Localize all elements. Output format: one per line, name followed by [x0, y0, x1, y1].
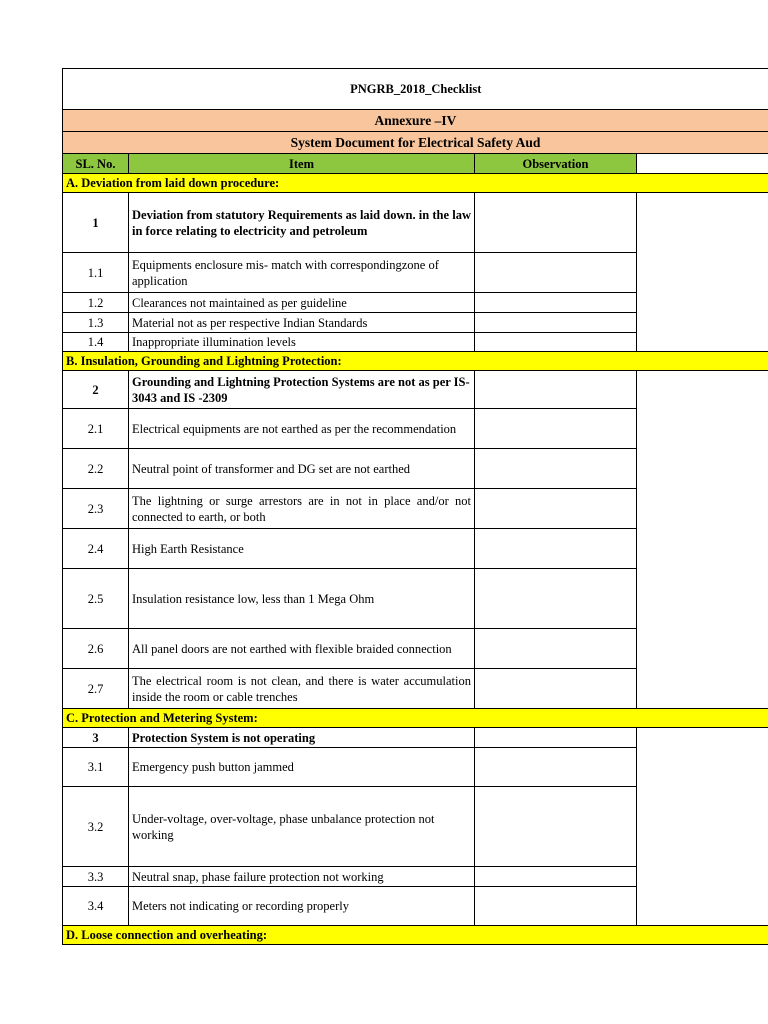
- subtitle-row: [63, 132, 768, 154]
- row-item: Material not as per respective Indian Standards: [129, 313, 475, 333]
- row-item: Neutral point of transformer and DG set are not earthed: [129, 449, 475, 489]
- observation-cell[interactable]: [475, 313, 637, 333]
- table-row: [63, 569, 768, 629]
- table-row: [63, 371, 768, 409]
- section-row-d: [63, 926, 768, 945]
- observation-cell[interactable]: [475, 449, 637, 489]
- row-item: Deviation from statutory Requirements as laid down. in the law in force relating to electricity and petroleum: [129, 193, 475, 253]
- observation-cell[interactable]: [475, 748, 637, 787]
- row-item: Clearances not maintained as per guideline: [129, 293, 475, 313]
- header-observation: Observation: [475, 154, 637, 174]
- observation-cell[interactable]: [475, 371, 637, 409]
- annexure-row: [63, 110, 768, 132]
- observation-cell[interactable]: [475, 529, 637, 569]
- row-sl: 3.4: [63, 887, 129, 926]
- observation-cell[interactable]: [475, 669, 637, 709]
- row-item: Protection System is not operating: [129, 728, 475, 748]
- document-subtitle: System Document for Electrical Safety Aud: [63, 132, 768, 154]
- row-item: Equipments enclosure mis- match with correspondingzone of application: [129, 253, 475, 293]
- row-item: Grounding and Lightning Protection Systems are not as per IS-3043 and IS -2309: [129, 371, 475, 409]
- header-sl-no: SL. No.: [63, 154, 129, 174]
- table-row: [63, 489, 768, 529]
- row-sl: 2.5: [63, 569, 129, 629]
- row-sl: 1.3: [63, 313, 129, 333]
- table-row: [63, 728, 768, 748]
- section-a-title: A. Deviation from laid down procedure:: [63, 174, 768, 193]
- section-c-title: C. Protection and Metering System:: [63, 709, 768, 728]
- table-row: [63, 887, 768, 926]
- section-b-title: B. Insulation, Grounding and Lightning Protection:: [63, 352, 768, 371]
- observation-cell[interactable]: [475, 333, 637, 352]
- title-row: [63, 69, 768, 110]
- row-sl: 3.2: [63, 787, 129, 867]
- row-sl: 2.7: [63, 669, 129, 709]
- observation-cell[interactable]: [475, 569, 637, 629]
- table-row: [63, 867, 768, 887]
- observation-cell[interactable]: [475, 489, 637, 529]
- row-item: All panel doors are not earthed with flexible braided connection: [129, 629, 475, 669]
- row-sl: 3.3: [63, 867, 129, 887]
- section-row-a: [63, 174, 768, 193]
- row-item: Meters not indicating or recording properly: [129, 887, 475, 926]
- row-sl: 2.2: [63, 449, 129, 489]
- row-item: High Earth Resistance: [129, 529, 475, 569]
- table-row: [63, 333, 768, 352]
- row-item: Under-voltage, over-voltage, phase unbalance protection not working: [129, 787, 475, 867]
- table-row: [63, 253, 768, 293]
- section-row-b: [63, 352, 768, 371]
- table-row: [63, 293, 768, 313]
- section-row-c: [63, 709, 768, 728]
- row-item: The electrical room is not clean, and there is water accumulation inside the room or cable trenches: [129, 669, 475, 709]
- row-item: Inappropriate illumination levels: [129, 333, 475, 352]
- row-sl: 2.1: [63, 409, 129, 449]
- table-row: [63, 748, 768, 787]
- table-row: [63, 529, 768, 569]
- row-sl: 2.4: [63, 529, 129, 569]
- annexure-label: Annexure –IV: [63, 110, 768, 132]
- observation-cell[interactable]: [475, 193, 637, 253]
- observation-cell[interactable]: [475, 867, 637, 887]
- table-row: [63, 669, 768, 709]
- observation-cell[interactable]: [475, 629, 637, 669]
- row-sl: 1.4: [63, 333, 129, 352]
- row-sl: 3.1: [63, 748, 129, 787]
- row-sl: 1: [63, 193, 129, 253]
- row-sl: 1.2: [63, 293, 129, 313]
- sheet-title: PNGRB_2018_Checklist: [63, 69, 768, 110]
- row-item: The lightning or surge arrestors are in not in place and/or not connected to earth, or both: [129, 489, 475, 529]
- header-row: [63, 154, 768, 174]
- table-row: [63, 193, 768, 253]
- row-item: Neutral snap, phase failure protection not working: [129, 867, 475, 887]
- observation-cell[interactable]: [475, 293, 637, 313]
- row-sl: 2.3: [63, 489, 129, 529]
- row-item: Electrical equipments are not earthed as per the recommendation: [129, 409, 475, 449]
- section-d-title: D. Loose connection and overheating:: [63, 926, 768, 945]
- row-sl: 3: [63, 728, 129, 748]
- row-sl: 2: [63, 371, 129, 409]
- observation-cell[interactable]: [475, 787, 637, 867]
- checklist-table: [62, 68, 768, 945]
- observation-cell[interactable]: [475, 887, 637, 926]
- table-row: [63, 313, 768, 333]
- observation-cell[interactable]: [475, 409, 637, 449]
- row-sl: 2.6: [63, 629, 129, 669]
- observation-cell[interactable]: [475, 253, 637, 293]
- observation-cell[interactable]: [475, 728, 637, 748]
- row-item: Emergency push button jammed: [129, 748, 475, 787]
- table-row: [63, 449, 768, 489]
- table-row: [63, 787, 768, 867]
- row-item: Insulation resistance low, less than 1 Mega Ohm: [129, 569, 475, 629]
- table-row: [63, 629, 768, 669]
- table-row: [63, 409, 768, 449]
- header-item: Item: [129, 154, 475, 174]
- row-sl: 1.1: [63, 253, 129, 293]
